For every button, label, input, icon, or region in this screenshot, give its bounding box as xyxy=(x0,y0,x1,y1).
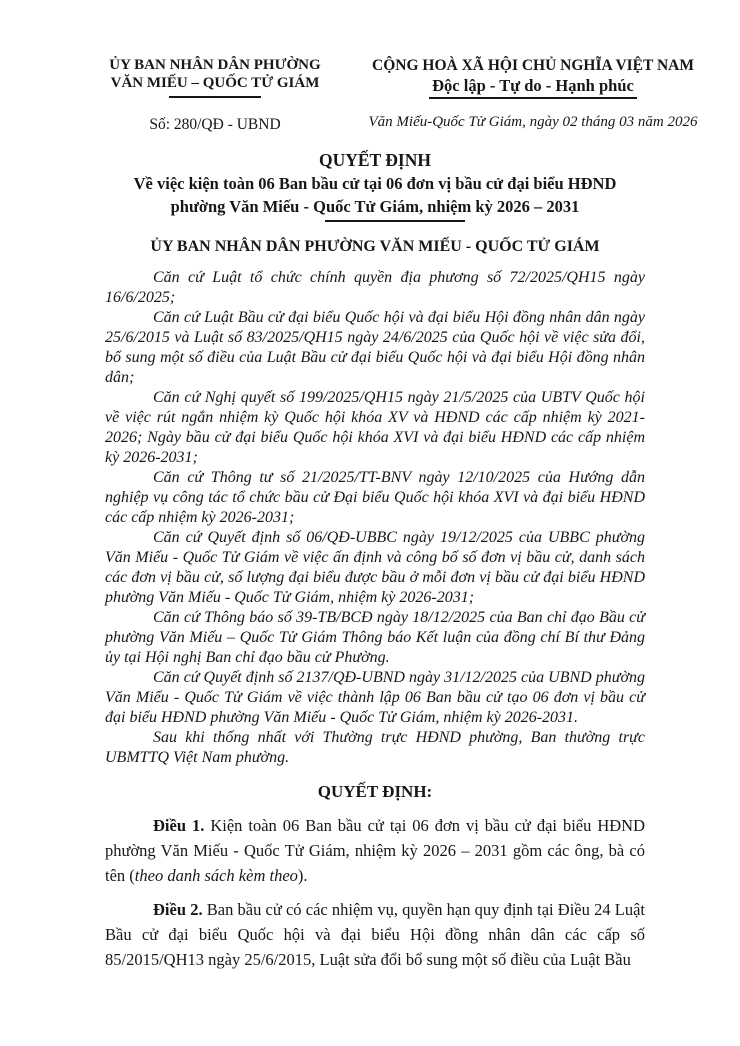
preamble-paragraph: Căn cứ Quyết định số 2137/QĐ-UBND ngày 31/12/2025 của UBND phường Văn Miếu - Quốc Tử Giám về việc thành lập 06 Ban bầu cử tạo 06 đơn vị bầu cử đại biểu HĐND phường Văn Miếu - Quốc Tử Giám, nhiệm kỳ 2026-2031. xyxy=(105,669,645,726)
org-underline-rule xyxy=(169,96,261,98)
place-date-line: Văn Miếu-Quốc Tử Giám, ngày 02 tháng 03 năm 2026 xyxy=(368,114,698,130)
issuing-org-line2: VĂN MIẾU – QUỐC TỬ GIÁM xyxy=(110,75,320,91)
article-1-text: Kiện toàn 06 Ban bầu cử tại 06 đơn vị bầu cử đại biểu HĐND phường Văn Miếu - Quốc Tử Giám, nhiệm kỳ 2026 – 2031 gồm các ông, bà có tên ( xyxy=(105,816,645,885)
document-header xyxy=(93,56,710,134)
doc-type-heading: QUYẾT ĐỊNH xyxy=(319,150,431,170)
preamble-paragraph: Căn cứ Quyết định số 06/QĐ-UBBC ngày 19/12/2025 của UBBC phường Văn Miếu - Quốc Tử Giám về việc ấn định và công bố số đơn vị bầu cử, danh sách các đơn vị bầu cử, số lượng đại biểu được bầu ở mỗi đơn vị bầu cử đại biểu HĐND phường Văn Miếu - Quốc Tử Giám, nhiệm kỳ 2026-2031; xyxy=(105,529,645,606)
article-1 xyxy=(105,813,645,888)
issuing-authority-line: ỦY BAN NHÂN DÂN PHƯỜNG VĂN MIẾU - QUỐC TỬ GIÁM xyxy=(150,238,600,255)
article-2-label: Điều 2. xyxy=(153,900,203,919)
article-1-italic-note: theo danh sách kèm theo xyxy=(134,866,298,885)
national-motto-wrap xyxy=(356,75,710,99)
article-2-text: Ban bầu cử có các nhiệm vụ, quyền hạn quy định tại Điều 24 Luật Bầu cử đại biểu Quốc hội và đại biểu Hội đồng nhân dân các cấp số 85/2015/QH13 ngày 25/6/2015, Luật sửa đổi bổ sung một số điều của Luật Bầu xyxy=(105,900,645,969)
issuing-org-line1: ỦY BAN NHÂN DÂN PHƯỜNG xyxy=(109,57,321,73)
doc-subject-line2: phường Văn Miếu - Quốc Tử Giám, nhiệm kỳ 2026 – 2031 xyxy=(170,197,580,216)
preamble-paragraph: Căn cứ Nghị quyết số 199/2025/QH15 ngày 21/5/2025 của UBTV Quốc hội về việc rút ngắn nhiệm kỳ Quốc hội khóa XV và HĐND các cấp nhiệm kỳ 2021-2026; Ngày bầu cử đại biểu Quốc hội khóa XVI và đại biểu HĐND các cấp nhiệm kỳ 2026-2031; xyxy=(105,389,645,466)
title-underline-rule xyxy=(325,220,465,222)
national-title: CỘNG HOÀ XÃ HỘI CHỦ NGHĨA VIỆT NAM xyxy=(372,57,694,74)
issuing-org-block xyxy=(93,56,337,134)
national-motto: Độc lập - Tự do - Hạnh phúc xyxy=(429,76,637,99)
article-1-text-end: ). xyxy=(297,866,308,885)
preamble-paragraph: Căn cứ Thông tư số 21/2025/TT-BNV ngày 12/10/2025 của Hướng dẫn nghiệp vụ công tác tổ chức bầu cử Đại biểu Quốc hội khóa XVI và đại biểu HĐND các cấp nhiệm kỳ 2026-2031; xyxy=(105,469,645,526)
preamble-paragraph: Sau khi thống nhất với Thường trực HĐND phường, Ban thường trực UBMTTQ Việt Nam phường. xyxy=(105,729,645,766)
decision-heading: QUYẾT ĐỊNH: xyxy=(317,782,433,801)
article-2 xyxy=(105,897,645,972)
national-header-block xyxy=(356,56,710,132)
preamble-paragraph: Căn cứ Thông báo số 39-TB/BCĐ ngày 18/12/2025 của Ban chỉ đạo Bầu cử phường Văn Miếu – Quốc Tử Giám Thông báo Kết luận của đồng chí Bí thư Đảng ủy tại Hội nghị Ban chỉ đạo bầu cử Phường. xyxy=(105,609,645,666)
title-block xyxy=(105,149,645,257)
document-number: Số: 280/QĐ - UBND xyxy=(149,116,281,133)
preamble-section xyxy=(105,268,645,768)
article-1-label: Điều 1. xyxy=(153,816,205,835)
preamble-paragraph: Căn cứ Luật tổ chức chính quyền địa phương số 72/2025/QH15 ngày 16/6/2025; xyxy=(105,269,645,306)
doc-subject-line1: Về việc kiện toàn 06 Ban bầu cử tại 06 đơn vị bầu cử đại biểu HĐND xyxy=(133,174,617,193)
preamble-paragraph: Căn cứ Luật Bầu cử đại biểu Quốc hội và đại biểu Hội đồng nhân dân ngày 25/6/2015 và Luật số 83/2025/QH15 ngày 24/6/2025 của Quốc hội về việc sửa đổi, bổ sung một số điều của Luật Bầu cử đại biểu Quốc hội và đại biểu Hội đồng nhân dân; xyxy=(105,309,645,386)
